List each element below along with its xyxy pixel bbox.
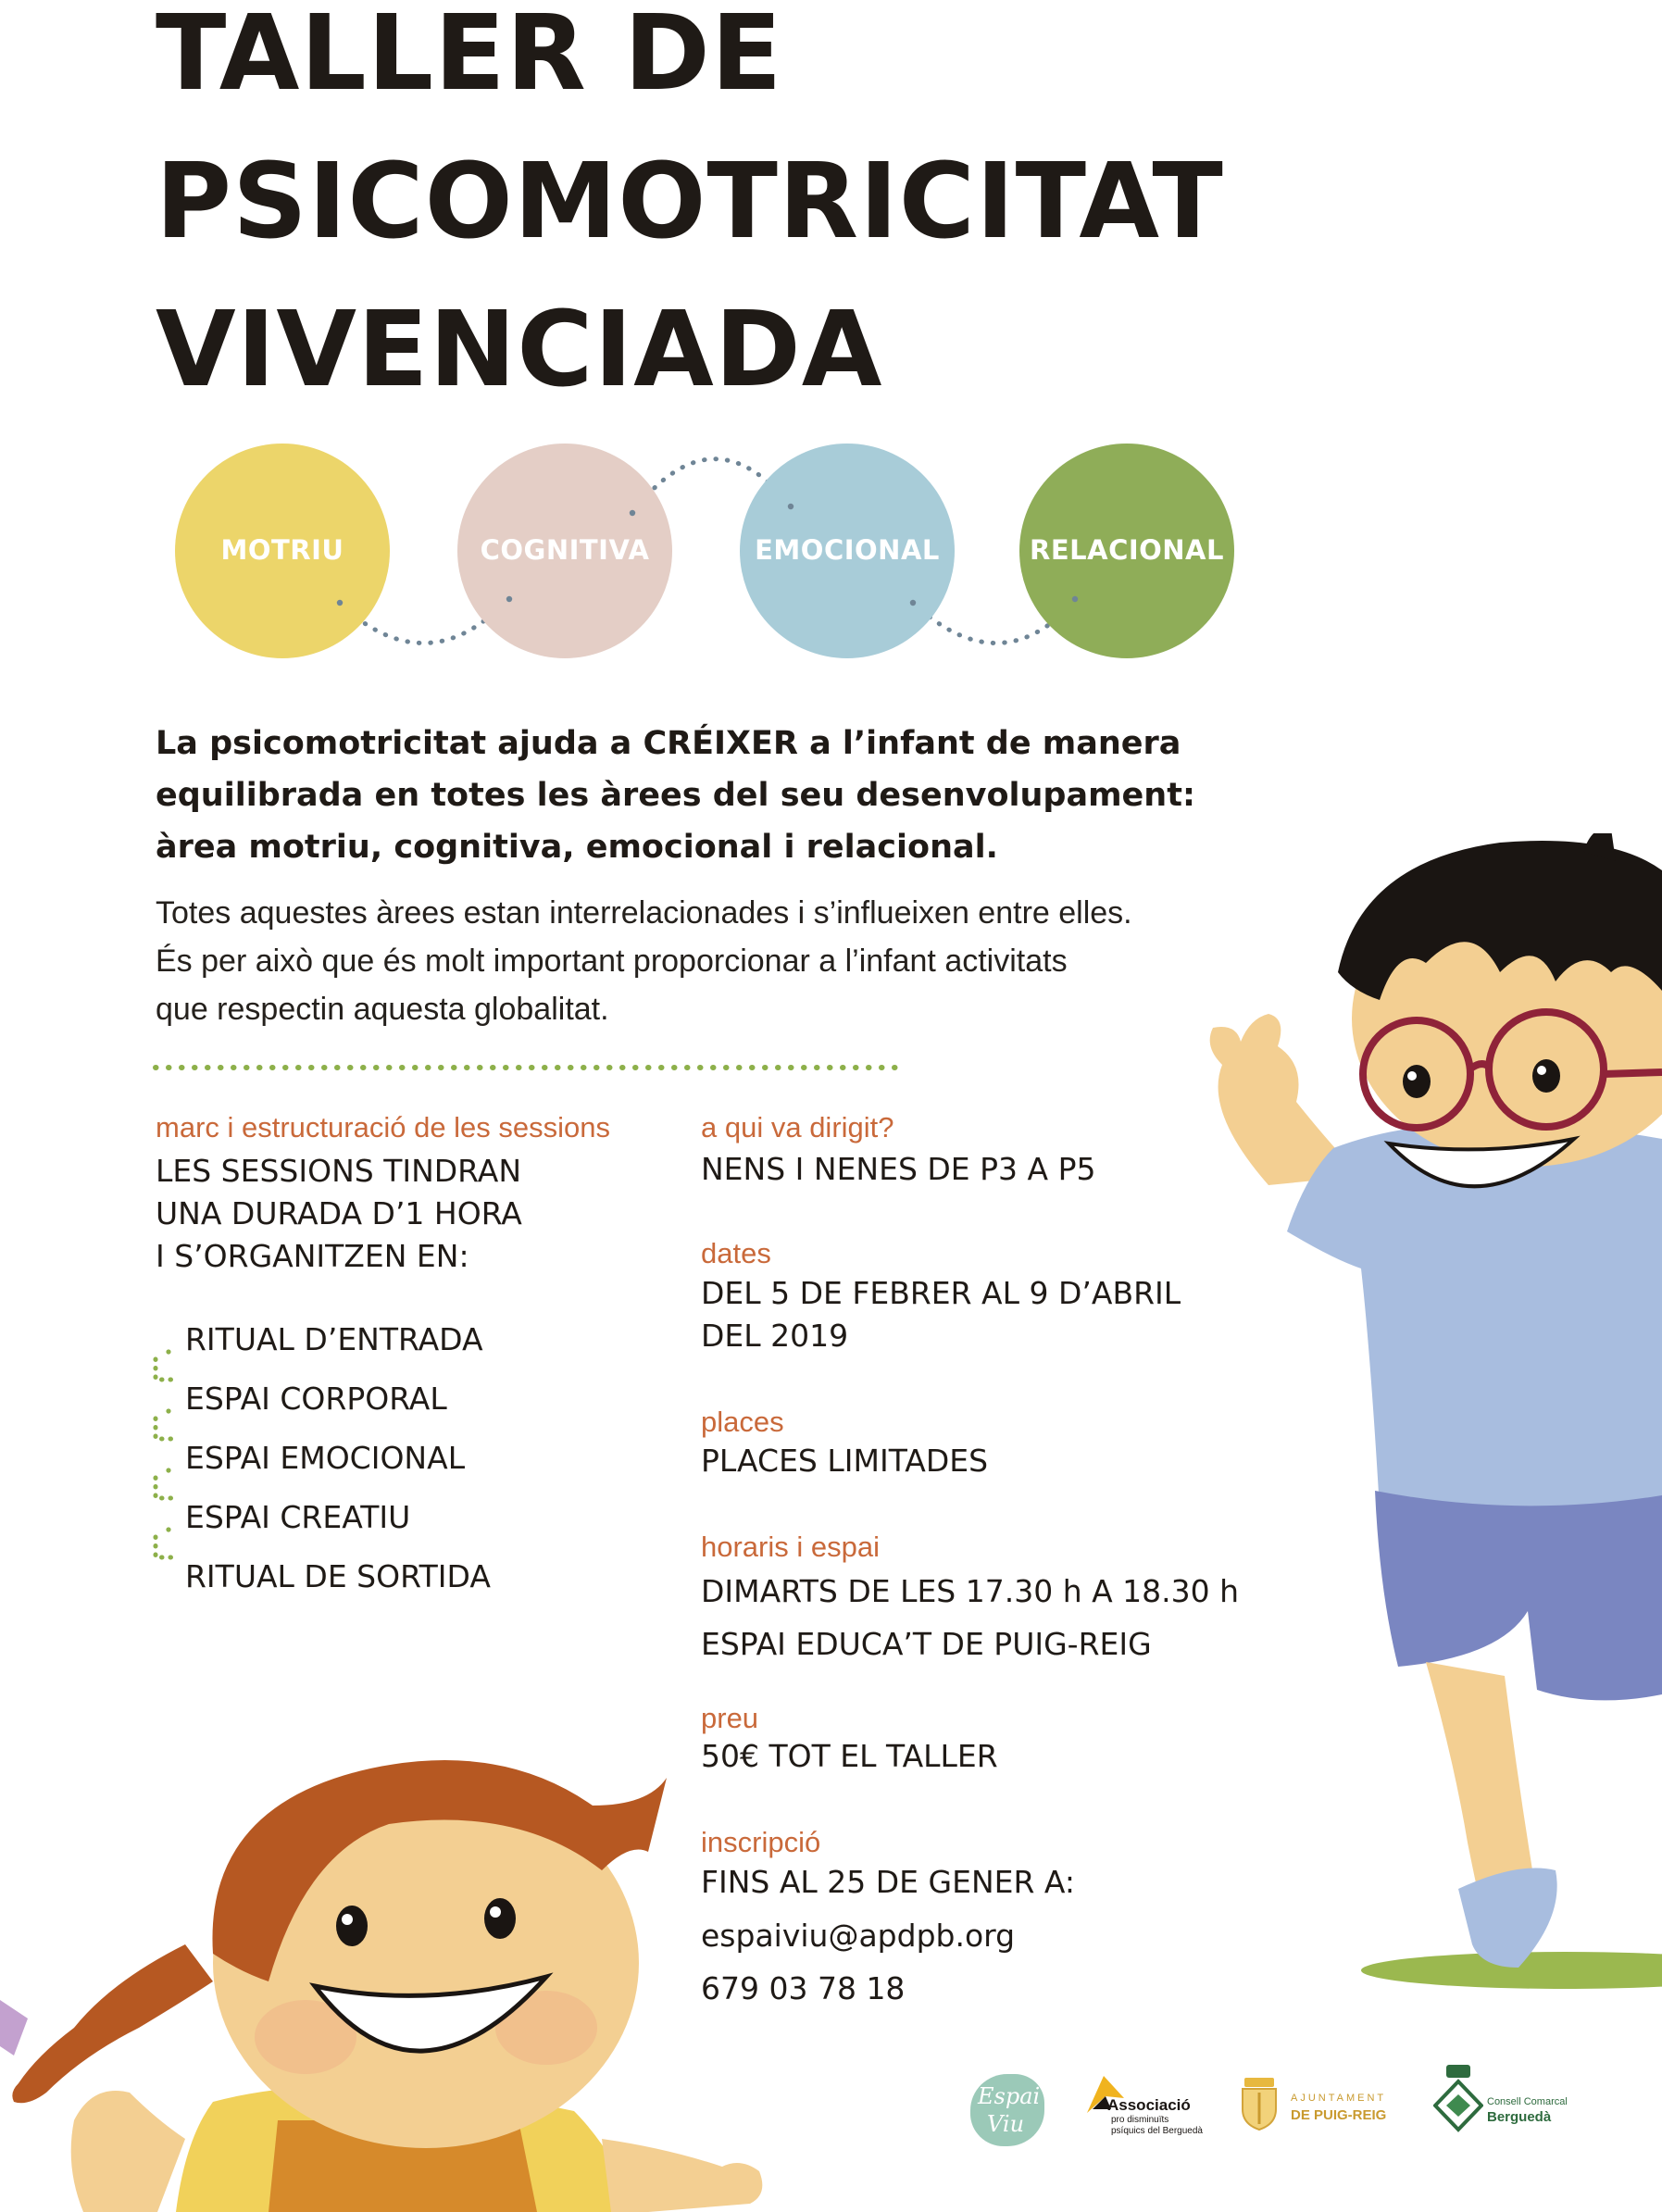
dates-label: dates — [701, 1237, 771, 1269]
logo-associacio-text: psíquics del Berguedà — [1111, 2126, 1203, 2136]
page-title — [156, 0, 1224, 424]
session-item: ESPAI CORPORAL — [185, 1381, 447, 1417]
audience-label: a qui va dirigit? — [701, 1111, 894, 1143]
logo-consell-text: Consell Comarcal — [1487, 2096, 1568, 2107]
lead-line: àrea motriu, cognitiva, emocional i relacional. — [156, 829, 998, 866]
sessions-line: LES SESSIONS TINDRAN — [156, 1153, 522, 1189]
logo-associacio-text: Associació — [1107, 2096, 1191, 2114]
intro-body — [156, 889, 1220, 1033]
title-line-1: TALLER DE — [156, 0, 783, 114]
sessions-description — [156, 1150, 522, 1278]
logo-consell-text: Berguedà — [1487, 2109, 1552, 2125]
logo-ajuntament — [1239, 2072, 1415, 2137]
girl-illustration — [0, 1750, 796, 2212]
area-label-emocional: EMOCIONAL — [755, 534, 940, 566]
area-label-relacional: RELACIONAL — [1030, 534, 1224, 566]
price-value: 50€ TOT EL TALLER — [701, 1738, 998, 1774]
area-label-motriu: MOTRIU — [220, 534, 344, 566]
registration-phone[interactable]: 679 03 78 18 — [701, 1970, 906, 2006]
schedule-line: DIMARTS DE LES 17.30 h A 18.30 h — [701, 1573, 1240, 1609]
dates-line: DEL 2019 — [701, 1318, 849, 1354]
session-item: ESPAI CREATIU — [185, 1499, 411, 1535]
sessions-line: I S’ORGANITZEN EN: — [156, 1238, 469, 1274]
logo-espai-viu-text: Espai — [978, 2083, 1041, 2109]
session-item: ESPAI EMOCIONAL — [185, 1440, 466, 1476]
body-line: que respectin aquesta globalitat. — [156, 992, 609, 1027]
price-label: preu — [701, 1702, 759, 1734]
logo-associacio-text: pro disminuïts — [1111, 2115, 1169, 2125]
dates-line: DEL 5 DE FEBRER AL 9 D’ABRIL — [701, 1275, 1181, 1311]
sessions-line: UNA DURADA D’1 HORA — [156, 1195, 522, 1231]
puig-reig-shield-icon — [1239, 2076, 1280, 2131]
session-item: RITUAL DE SORTIDA — [185, 1558, 491, 1594]
registration-email[interactable]: espaiviu@apdpb.org — [701, 1918, 1016, 1954]
logo-ajuntament-text: AJUNTAMENT — [1291, 2093, 1387, 2104]
dates-value — [701, 1272, 1181, 1357]
registration-label: inscripció — [701, 1826, 821, 1858]
lead-line: La psicomotricitat ajuda a CRÉIXER a l’infant de manera — [156, 725, 1181, 762]
title-line-2: PSICOMOTRICITAT — [156, 142, 1224, 262]
places-value: PLACES LIMITADES — [701, 1443, 989, 1479]
registration-deadline: FINS AL 25 DE GENER A: — [701, 1864, 1076, 1900]
area-label-cognitiva: COGNITIVA — [480, 534, 650, 566]
logo-espai-viu — [970, 2074, 1044, 2146]
lead-line: equilibrada en totes les àrees del seu desenvolupament: — [156, 777, 1195, 814]
development-areas-diagram — [0, 435, 1296, 676]
title-line-3: VIVENCIADA — [156, 290, 883, 410]
body-line: Totes aquestes àrees estan interrelacionades i s’influeixen entre elles. — [156, 895, 1132, 931]
places-label: places — [701, 1406, 784, 1438]
boy-illustration — [1148, 833, 1662, 2000]
logo-ajuntament-text: DE PUIG-REIG — [1291, 2107, 1387, 2123]
schedule-line: ESPAI EDUCA’T DE PUIG-REIG — [701, 1626, 1152, 1662]
sessions-label: marc i estructuració de les sessions — [156, 1111, 611, 1143]
schedule-label: horaris i espai — [701, 1531, 880, 1563]
session-item: RITUAL D’ENTRADA — [185, 1321, 483, 1357]
dotted-divider — [148, 1061, 907, 1074]
bergueda-emblem-icon — [1433, 2063, 1483, 2139]
logo-associacio — [1083, 2072, 1231, 2144]
logo-consell — [1433, 2063, 1572, 2141]
intro-lead — [156, 718, 1202, 873]
body-line: És per això que és molt important proporcionar a l’infant activitats — [156, 944, 1068, 979]
audience-value: NENS I NENES DE P3 A P5 — [701, 1151, 1096, 1187]
logo-espai-viu-text: Viu — [987, 2111, 1025, 2137]
